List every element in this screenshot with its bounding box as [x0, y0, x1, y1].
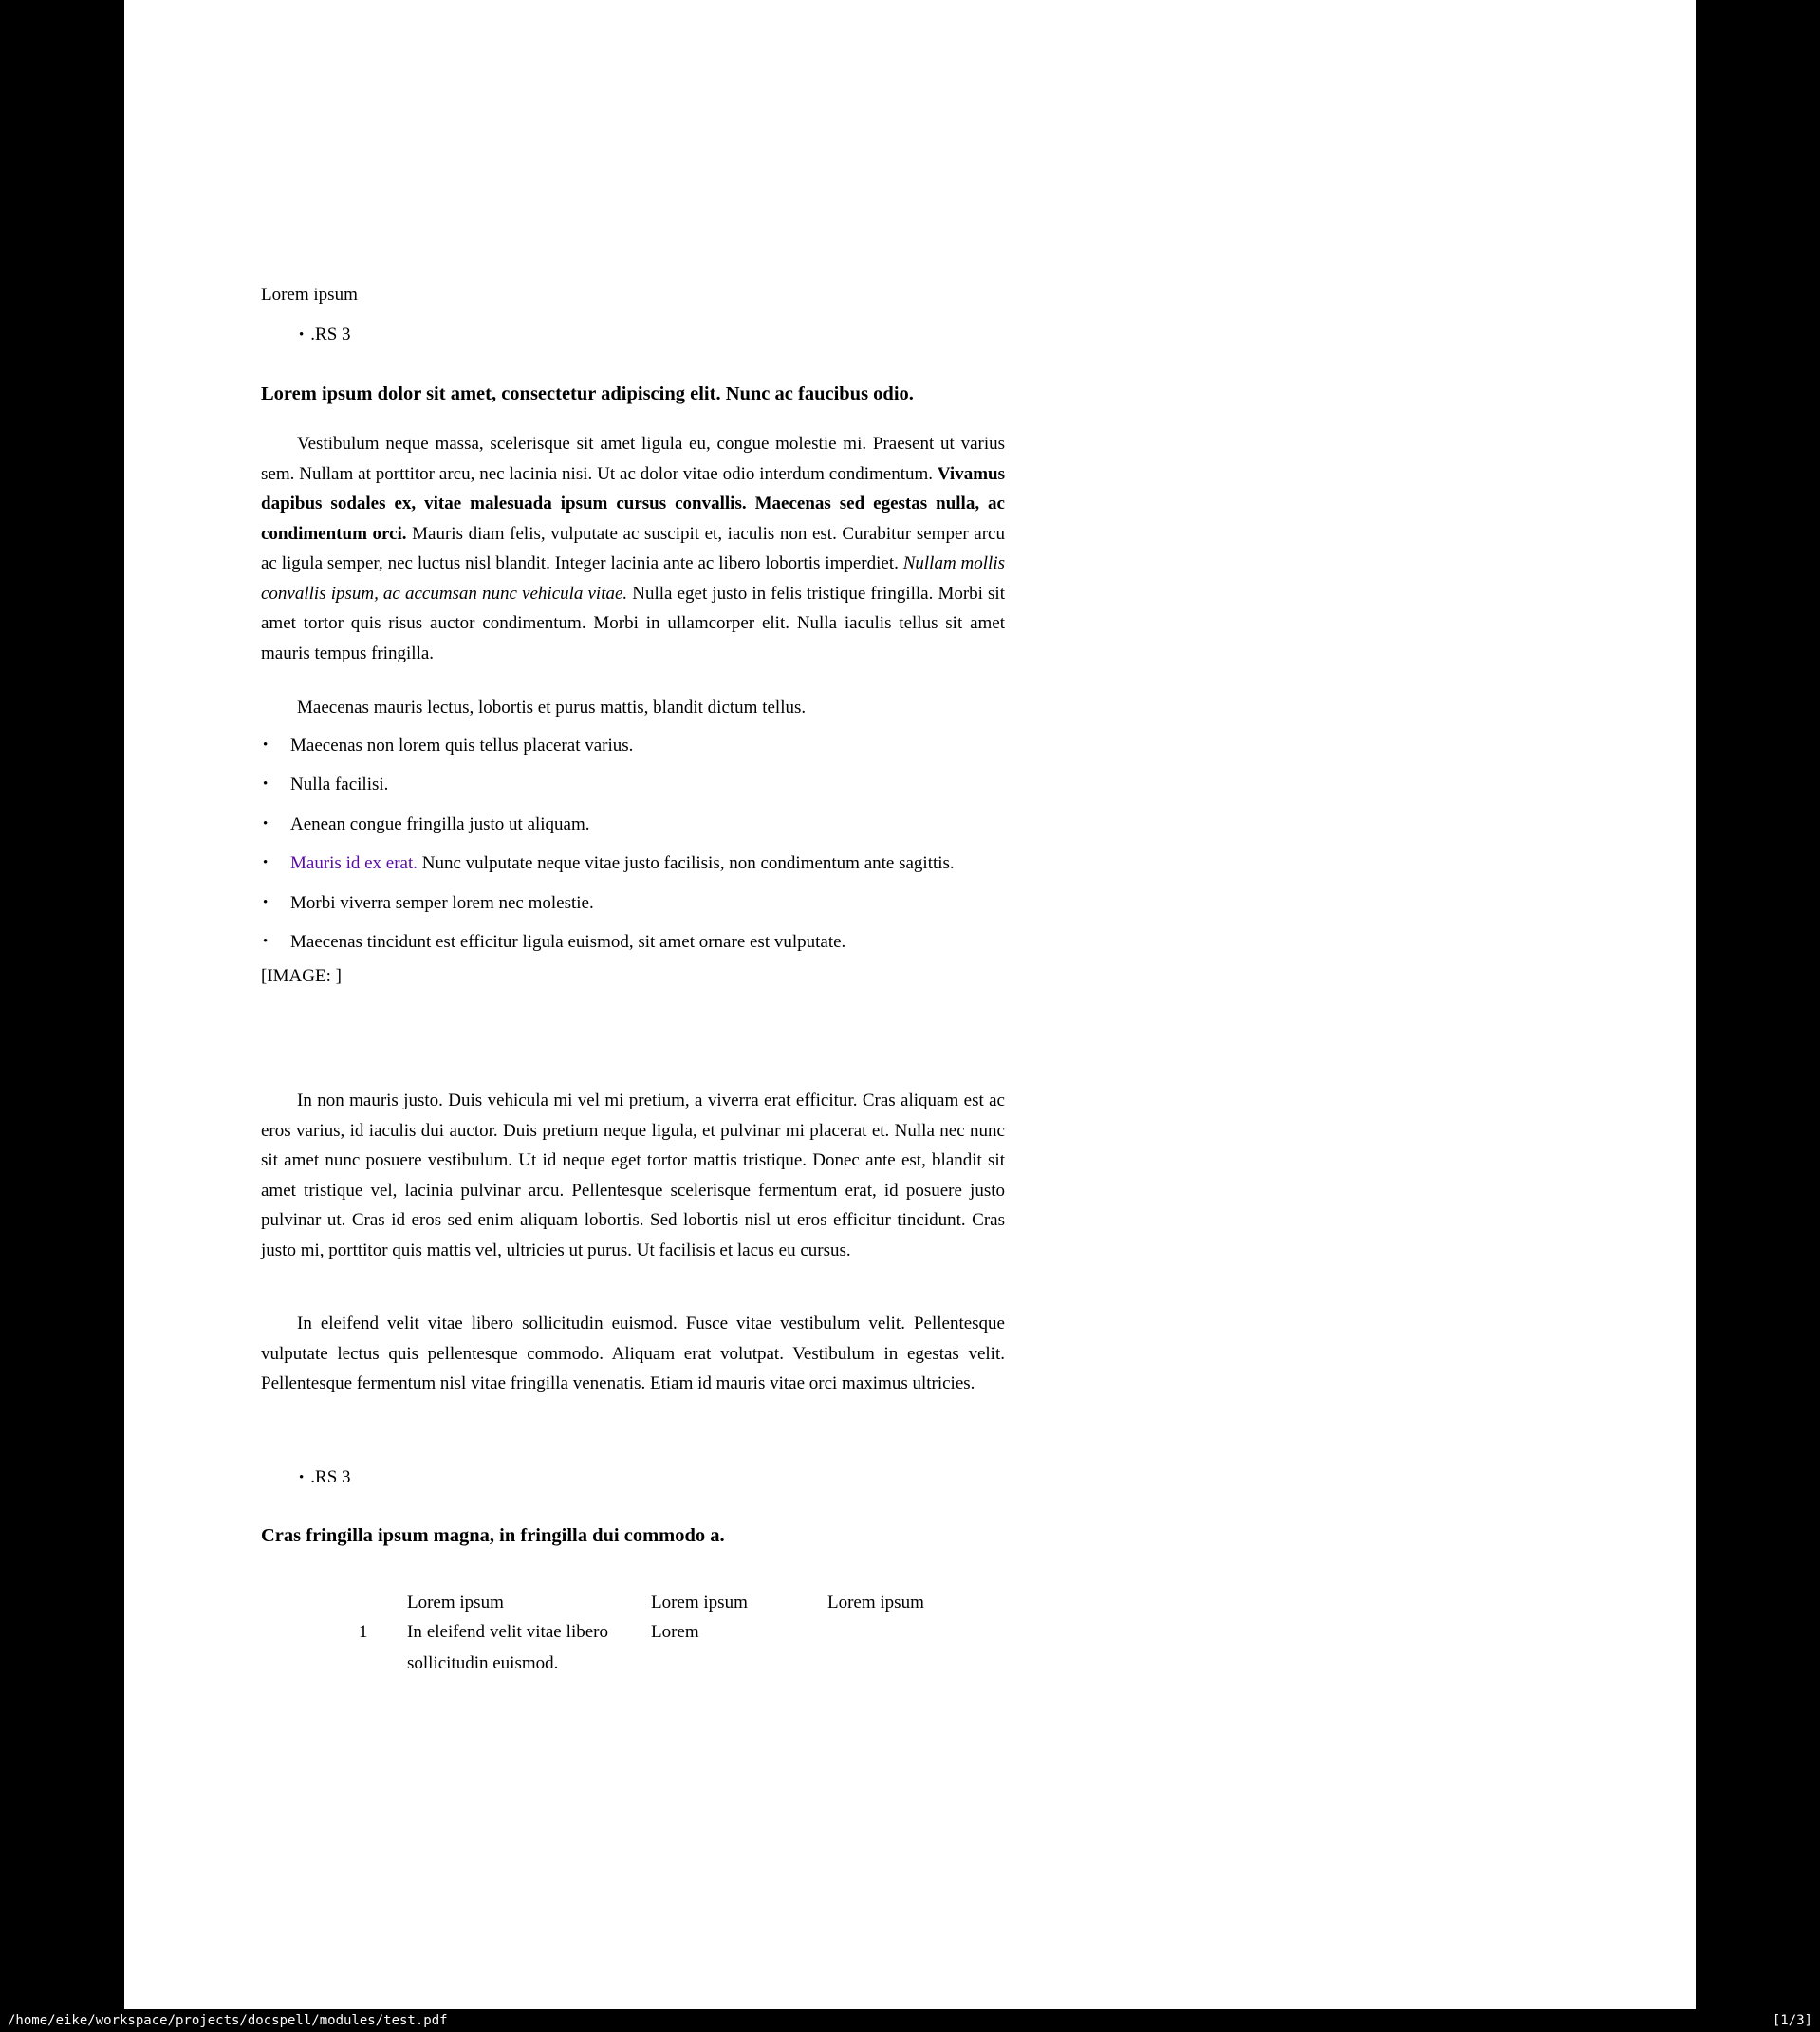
list-item-text: Aenean congue fringilla justo ut aliquam. [290, 814, 590, 834]
paragraph-1-italic-segment: Nullam mollis convallis ipsum, ac accumsan nunc vehicula vitae. [261, 553, 1006, 604]
list-item-text: Nulla facilisi. [290, 774, 389, 794]
list-item [263, 770, 1022, 800]
statusbar-file-path: /home/eike/workspace/projects/docspell/modules/test.pdf [8, 2013, 448, 2028]
bullet-marker-icon: • [263, 776, 269, 792]
bullet-marker-icon: • [299, 1470, 305, 1485]
bullet-marker-icon: • [263, 855, 269, 870]
paragraph-1-segment: Nulla eget justo in felis tristique fringilla. Morbi sit amet tortor quis risus auctor condimentum. Morbi in ullamcorper elit. Nulla iaculis tellus sit amet mauris tempus fringilla. [261, 583, 1005, 663]
rs-directive-line [299, 320, 351, 351]
bullet-marker-icon: • [263, 737, 269, 753]
bullet-marker-icon: • [263, 895, 269, 910]
paragraph-1-segment: Vestibulum neque massa, scelerisque sit amet ligula eu, congue molestie mi. Praesent ut varius sem. Nullam at porttitor arcu, nec lacinia nisi. Ut ac dolor vitae odio interdum condimentum. [261, 434, 1005, 484]
rs-directive-text: .RS 3 [310, 1467, 351, 1487]
paragraph-1 [261, 429, 1005, 668]
statusbar-page-indicator: [1/3] [1772, 2013, 1812, 2028]
list-item [263, 888, 1022, 919]
list-item-text: Maecenas tincidunt est efficitur ligula euismod, sit amet ornare est vulputate. [290, 932, 846, 952]
pdf-page [124, 0, 1696, 2009]
bullet-marker-icon: • [263, 934, 269, 949]
list-item [263, 848, 1022, 879]
table-cell: In eleifend velit vitae libero sollicitudin euismod. [407, 1622, 608, 1673]
list-item-text: Maecenas non lorem quis tellus placerat varius. [290, 736, 634, 755]
rs-directive-line [299, 1463, 351, 1494]
hyperlink-mauris-id-ex-erat[interactable]: Mauris id ex erat. [290, 853, 418, 873]
paragraph-1-bold-segment: Vivamus dapibus sodales ex, vitae malesuada ipsum cursus convallis. Maecenas sed egestas nulla, ac condimentum orci. [261, 463, 1005, 544]
list-item [263, 810, 1022, 840]
table-cell: Lorem [651, 1622, 699, 1642]
bullet-marker-icon: • [263, 816, 269, 831]
table-header-cell: Lorem ipsum [651, 1593, 748, 1613]
paragraph-maecenas: Maecenas mauris lectus, lobortis et purus mattis, blandit dictum tellus. [297, 698, 807, 718]
section-heading-2: Cras fringilla ipsum magna, in fringilla dui commodo a. [261, 1525, 725, 1546]
section-heading-1: Lorem ipsum dolor sit amet, consectetur adipiscing elit. Nunc ac faucibus odio. [261, 383, 914, 404]
table-header-cell: Lorem ipsum [407, 1593, 504, 1613]
paragraph-2: In non mauris justo. Duis vehicula mi vel mi pretium, a viverra erat efficitur. Cras aliquam est ac eros varius, id iaculis dui auctor. Duis pretium neque ligula, et pulvinar mi placerat et. Nulla nec nunc sit amet nunc posuere vestibulum. Ut id neque eget tortor mattis tristique. Donec ante est, blandit sit amet tristique vel, lacinia pulvinar arcu. Pellentesque scelerisque fermentum erat, id posuere justo pulvinar ut. Cras id eros sed enim aliquam lobortis. Sed lobortis nisl ut eros efficitur tincidunt. Cras justo mi, porttitor quis mattis vel, ultricies ut purus. Ut facilisis et lacus eu cursus. [261, 1091, 1005, 1260]
list-item-text: Morbi viverra semper lorem nec molestie. [290, 893, 594, 913]
table-header-cell: Lorem ipsum [827, 1593, 924, 1613]
list-item [263, 927, 1022, 958]
statusbar [0, 2009, 1820, 2032]
list-item-text: Nunc vulputate neque vitae justo facilisis, non condimentum ante sagittis. [418, 853, 955, 873]
doc-intro-label: Lorem ipsum [261, 285, 358, 305]
paragraph-3: In eleifend velit vitae libero sollicitudin euismod. Fusce vitae vestibulum velit. Pellentesque vulputate lectus quis pellentesque commodo. Aliquam erat volutpat. Vestibulum in egestas velit. Pellentesque fermentum nisl vitae fringilla venenatis. Etiam id mauris vitae orci maximus ultricies. [261, 1314, 1005, 1393]
bullet-marker-icon: • [299, 327, 305, 343]
rs-directive-text: .RS 3 [310, 325, 351, 345]
list-item [263, 731, 1022, 761]
image-placeholder-text: [IMAGE: ] [261, 966, 342, 986]
table-row-number: 1 [359, 1622, 368, 1642]
paragraph-1-segment: Mauris diam felis, vulputate ac suscipit et, iaculis non est. Curabitur semper arcu ac ligula semper, nec luctus nisl blandit. Integer lacinia ante ac libero lobortis imperdiet. [261, 523, 1005, 573]
